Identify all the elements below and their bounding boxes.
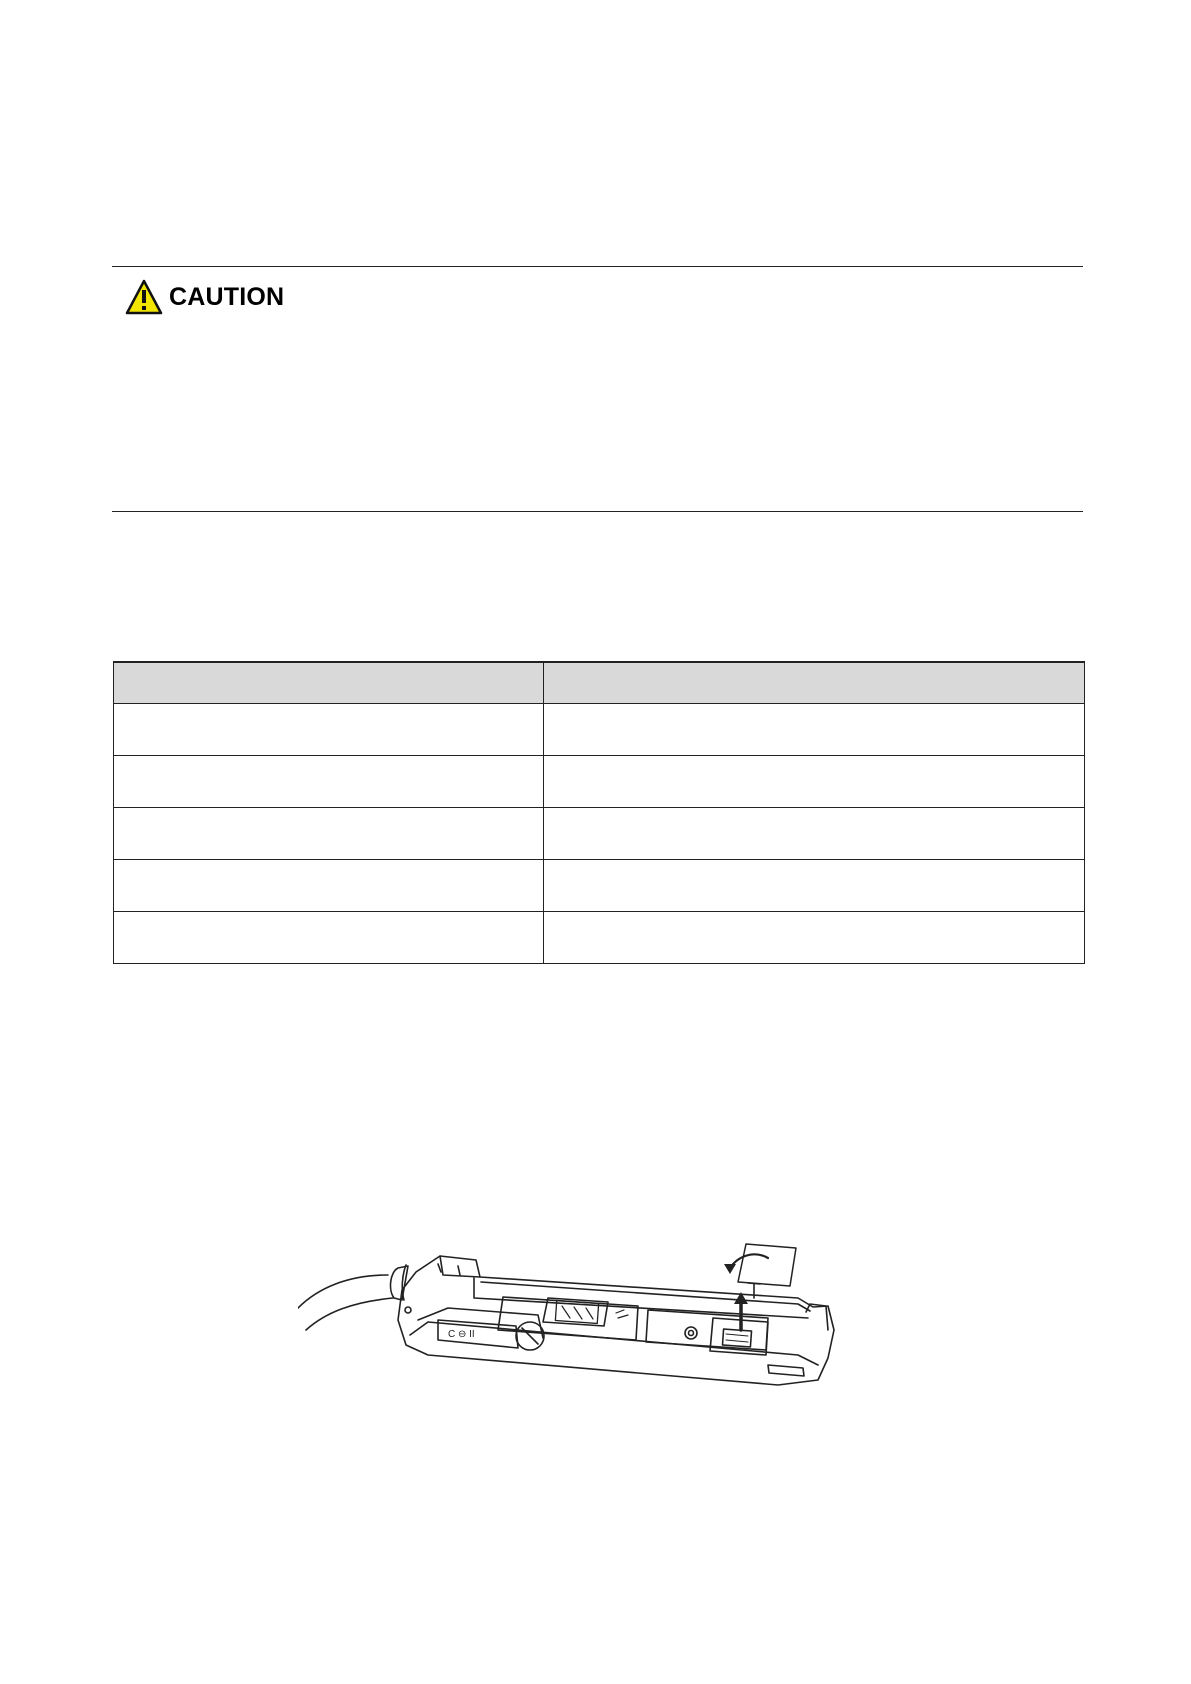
table-cell xyxy=(114,704,544,756)
cable-line xyxy=(306,1298,393,1330)
table-header-cell xyxy=(114,662,544,704)
cable-line xyxy=(298,1275,388,1308)
table-row xyxy=(114,808,1085,860)
table-header-row xyxy=(114,662,1085,704)
curved-arrow-icon xyxy=(730,1254,768,1268)
spec-table xyxy=(113,661,1085,964)
screw-hole xyxy=(685,1327,697,1339)
table-row xyxy=(114,756,1085,808)
table-cell xyxy=(544,860,1085,912)
table-cell xyxy=(544,912,1085,964)
svg-text:C ⊖ II: C ⊖ II xyxy=(448,1329,475,1340)
table-cell xyxy=(114,912,544,964)
accessory-cover xyxy=(738,1244,796,1286)
radio-back-illustration xyxy=(298,1180,898,1400)
table-cell xyxy=(114,808,544,860)
knob-outline xyxy=(391,1266,408,1300)
table-cell xyxy=(114,860,544,912)
table-cell xyxy=(114,756,544,808)
table-row xyxy=(114,704,1085,756)
top-rule xyxy=(112,266,1083,267)
table-cell xyxy=(544,808,1085,860)
table-cell xyxy=(544,756,1085,808)
warning-triangle-icon xyxy=(125,279,163,315)
table-cell xyxy=(544,704,1085,756)
table-row xyxy=(114,912,1085,964)
caution-label: CAUTION xyxy=(169,282,285,311)
table-header-cell xyxy=(544,662,1085,704)
table-row xyxy=(114,860,1085,912)
bottom-rule xyxy=(112,511,1083,512)
caution-heading xyxy=(125,278,284,316)
